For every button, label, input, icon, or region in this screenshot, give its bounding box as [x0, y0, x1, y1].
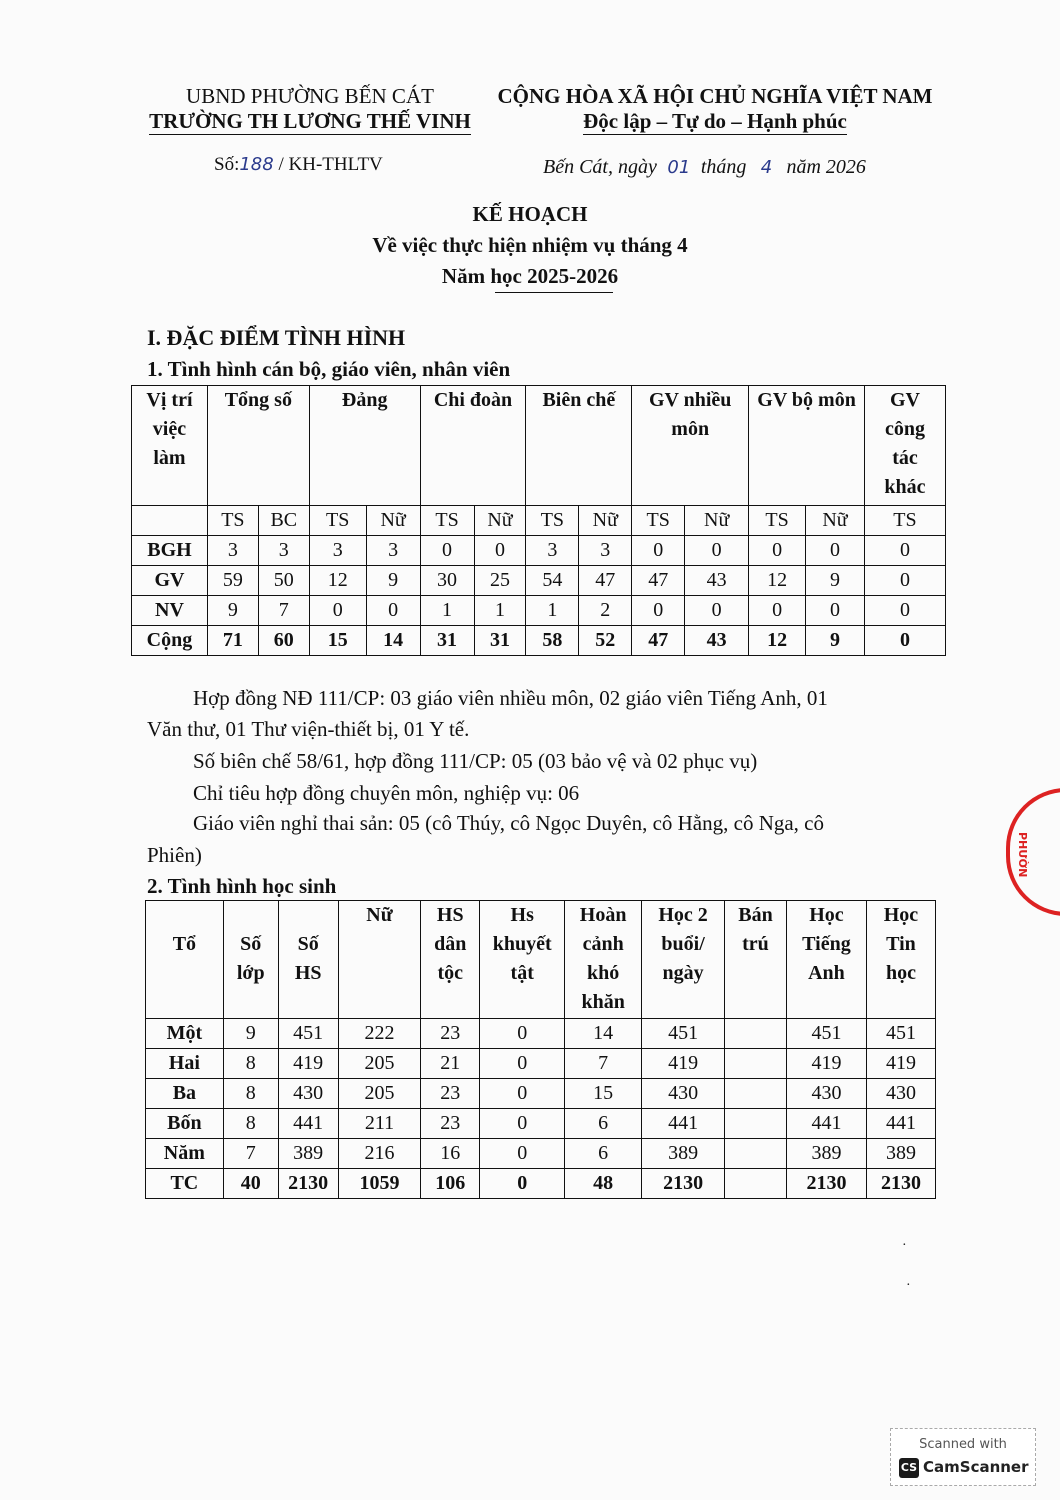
- table-cell: 1: [526, 596, 579, 626]
- subheader-cell: Nữ: [685, 506, 749, 536]
- table-cell: 59: [207, 566, 258, 596]
- note-contract-quota: Chỉ tiêu hợp đồng chuyên môn, nghiệp vụ: 06: [193, 781, 580, 805]
- table-cell: 430: [786, 1079, 866, 1109]
- col-english: Học Tiếng Anh: [786, 901, 866, 1019]
- table-cell: 2130: [786, 1169, 866, 1199]
- table-cell: 15: [309, 626, 366, 656]
- table-cell: 31: [420, 626, 474, 656]
- col-party: Đảng: [309, 386, 420, 506]
- scan-mark: ·: [902, 1238, 907, 1253]
- col-boarding: Bán trú: [725, 901, 787, 1019]
- row-label: Bốn: [146, 1109, 224, 1139]
- subheader-cell: TS: [632, 506, 685, 536]
- table-cell: 0: [480, 1169, 565, 1199]
- table-cell: 0: [480, 1139, 565, 1169]
- table-cell: 0: [685, 596, 749, 626]
- row-label: TC: [146, 1169, 224, 1199]
- table-cell: 419: [866, 1049, 935, 1079]
- table-cell: 0: [864, 596, 945, 626]
- table-cell: 48: [565, 1169, 642, 1199]
- table-cell: 451: [278, 1019, 338, 1049]
- table-cell: 12: [309, 566, 366, 596]
- watermark-brand: CamScanner: [923, 1458, 1029, 1476]
- row-label: BGH: [132, 536, 208, 566]
- national-motto-block: [480, 84, 950, 134]
- student-subheading: 2. Tình hình học sinh: [147, 874, 337, 898]
- section-heading: I. ĐẶC ĐIỂM TÌNH HÌNH: [147, 325, 406, 350]
- table-cell: [725, 1049, 787, 1079]
- table-cell: 3: [366, 536, 420, 566]
- table-cell: 12: [749, 626, 806, 656]
- table-cell: 0: [749, 596, 806, 626]
- table-cell: 419: [278, 1049, 338, 1079]
- col-youth-union: Chi đoàn: [420, 386, 526, 506]
- table-cell: [725, 1109, 787, 1139]
- table-cell: 441: [278, 1109, 338, 1139]
- note-contract-nd111-cont: Văn thư, 01 Thư viện-thiết bị, 01 Y tế.: [147, 717, 470, 741]
- table-cell: 441: [786, 1109, 866, 1139]
- table-cell: 43: [685, 626, 749, 656]
- subheader-cell: Nữ: [474, 506, 526, 536]
- row-label: Cộng: [132, 626, 208, 656]
- table-cell: 8: [223, 1109, 278, 1139]
- table-cell: [725, 1079, 787, 1109]
- document-number: Số:188 / KH-THLTV: [214, 154, 383, 175]
- table-cell: 47: [632, 566, 685, 596]
- table-cell: 6: [565, 1139, 642, 1169]
- national-title: CỘNG HÒA XÃ HỘI CHỦ NGHĨA VIỆT NAM: [497, 84, 933, 108]
- table-cell: 0: [864, 536, 945, 566]
- table-cell: 0: [685, 536, 749, 566]
- table-cell: 451: [642, 1019, 725, 1049]
- table-cell: 9: [806, 566, 865, 596]
- col-permanent: Biên chế: [526, 386, 632, 506]
- col-informatics: Học Tin học: [866, 901, 935, 1019]
- table-cell: 419: [786, 1049, 866, 1079]
- camscanner-watermark: [890, 1428, 1036, 1486]
- table-cell: 30: [420, 566, 474, 596]
- subheader-cell: TS: [207, 506, 258, 536]
- table-cell: 430: [278, 1079, 338, 1109]
- table-cell: 0: [309, 596, 366, 626]
- table-cell: [725, 1169, 787, 1199]
- table-cell: 58: [526, 626, 579, 656]
- note-permanent-count: Số biên chế 58/61, hợp đồng 111/CP: 05 (03 bảo vệ và 02 phục vụ): [193, 749, 758, 773]
- table-cell: 54: [526, 566, 579, 596]
- table-cell: 419: [642, 1049, 725, 1079]
- row-label: Năm: [146, 1139, 224, 1169]
- table-cell: 14: [366, 626, 420, 656]
- table-cell: 31: [474, 626, 526, 656]
- table-cell: 0: [480, 1049, 565, 1079]
- table-cell: 1: [474, 596, 526, 626]
- table-cell: 1: [420, 596, 474, 626]
- staff-subheading: 1. Tình hình cán bộ, giáo viên, nhân viên: [147, 357, 511, 381]
- student-row: [146, 1109, 936, 1139]
- table-cell: 9: [207, 596, 258, 626]
- student-table: [145, 900, 936, 1199]
- table-cell: 0: [749, 536, 806, 566]
- table-cell: 389: [642, 1139, 725, 1169]
- staff-row: [132, 566, 946, 596]
- day-handwritten: 01: [667, 157, 691, 178]
- table-cell: 441: [642, 1109, 725, 1139]
- table-cell: 7: [565, 1049, 642, 1079]
- table-cell: 0: [480, 1109, 565, 1139]
- col-ethnic-minority: HS dân tộc: [421, 901, 480, 1019]
- table-cell: 47: [579, 566, 632, 596]
- staff-table: [131, 385, 946, 656]
- table-cell: 389: [278, 1139, 338, 1169]
- table-cell: 0: [864, 566, 945, 596]
- table-cell: 0: [366, 596, 420, 626]
- row-label: Ba: [146, 1079, 224, 1109]
- table-cell: [725, 1139, 787, 1169]
- document-subtitle: Về việc thực hiện nhiệm vụ tháng 4: [372, 233, 688, 257]
- table-cell: 71: [207, 626, 258, 656]
- subheader-cell: Nữ: [366, 506, 420, 536]
- staff-row: [132, 626, 946, 656]
- table-cell: 3: [207, 536, 258, 566]
- table-cell: 15: [565, 1079, 642, 1109]
- school-year: Năm học 2025-2026: [441, 264, 619, 288]
- table-cell: 430: [866, 1079, 935, 1109]
- table-cell: 40: [223, 1169, 278, 1199]
- table-cell: 3: [526, 536, 579, 566]
- table-cell: 0: [806, 536, 865, 566]
- col-grade: Tổ: [146, 901, 224, 1019]
- table-cell: 3: [579, 536, 632, 566]
- subheader-cell: TS: [749, 506, 806, 536]
- staff-row: [132, 536, 946, 566]
- student-row: [146, 1019, 936, 1049]
- national-motto: Độc lập – Tự do – Hạnh phúc: [583, 109, 847, 133]
- title-underline: [495, 292, 613, 293]
- table-cell: 0: [864, 626, 945, 656]
- table-cell: 106: [421, 1169, 480, 1199]
- table-cell: 389: [786, 1139, 866, 1169]
- row-label: Hai: [146, 1049, 224, 1079]
- table-cell: 60: [258, 626, 309, 656]
- student-row: [146, 1169, 936, 1199]
- table-cell: 2130: [866, 1169, 935, 1199]
- document-title: KẾ HOẠCH: [472, 202, 588, 226]
- subheader-cell: TS: [864, 506, 945, 536]
- col-gv-multi-subject: GV nhiều môn: [632, 386, 749, 506]
- subheader-cell: BC: [258, 506, 309, 536]
- table-cell: 0: [632, 536, 685, 566]
- table-cell: 430: [642, 1079, 725, 1109]
- table-cell: 23: [421, 1079, 480, 1109]
- row-label: GV: [132, 566, 208, 596]
- row-label: NV: [132, 596, 208, 626]
- student-row: [146, 1079, 936, 1109]
- staff-header-row: [132, 386, 946, 506]
- table-cell: 3: [258, 536, 309, 566]
- scan-mark: ·: [906, 1278, 911, 1293]
- note-contract-nd111: Hợp đồng NĐ 111/CP: 03 giáo viên nhiều môn, 02 giáo viên Tiếng Anh, 01: [193, 686, 828, 710]
- table-cell: 21: [421, 1049, 480, 1079]
- student-table-body: [146, 1019, 936, 1199]
- table-cell: 2: [579, 596, 632, 626]
- note-maternity-leave-cont: Phiên): [147, 843, 202, 867]
- table-cell: 9: [806, 626, 865, 656]
- month-handwritten: 4: [760, 157, 773, 178]
- table-cell: 12: [749, 566, 806, 596]
- table-cell: 1059: [338, 1169, 421, 1199]
- table-cell: 451: [866, 1019, 935, 1049]
- table-cell: 2130: [642, 1169, 725, 1199]
- table-cell: 9: [366, 566, 420, 596]
- table-cell: 7: [223, 1139, 278, 1169]
- table-cell: 16: [421, 1139, 480, 1169]
- table-cell: 6: [565, 1109, 642, 1139]
- table-cell: 205: [338, 1049, 421, 1079]
- table-cell: 389: [866, 1139, 935, 1169]
- table-cell: 0: [420, 536, 474, 566]
- col-two-sessions: Học 2 buổi/ ngày: [642, 901, 725, 1019]
- table-cell: 9: [223, 1019, 278, 1049]
- issuer-school: TRƯỜNG TH LƯƠNG THẾ VINH: [149, 109, 471, 133]
- row-label: Một: [146, 1019, 224, 1049]
- table-cell: 43: [685, 566, 749, 596]
- col-position: Vị trí việc làm: [132, 386, 208, 506]
- subheader-cell: Nữ: [579, 506, 632, 536]
- subheader-cell: TS: [526, 506, 579, 536]
- col-gv-other: GV công tác khác: [864, 386, 945, 506]
- table-cell: 0: [480, 1019, 565, 1049]
- subheader-cell: TS: [420, 506, 474, 536]
- col-total: Tổng số: [207, 386, 309, 506]
- official-stamp-fragment: PHƯỜN: [1006, 788, 1060, 916]
- subheader-cell: Nữ: [806, 506, 865, 536]
- table-cell: 451: [786, 1019, 866, 1049]
- table-cell: 50: [258, 566, 309, 596]
- col-disadvantaged: Hoàn cảnh khó khăn: [565, 901, 642, 1019]
- table-cell: 441: [866, 1109, 935, 1139]
- issuer-block: [140, 84, 480, 134]
- staff-table-body: [132, 536, 946, 656]
- subheader-blank: [132, 506, 208, 536]
- table-cell: 222: [338, 1019, 421, 1049]
- col-class-count: Số lớp: [223, 901, 278, 1019]
- table-cell: 0: [632, 596, 685, 626]
- student-header-row: [146, 901, 936, 1019]
- staff-row: [132, 596, 946, 626]
- camscanner-logo-icon: CS: [899, 1458, 919, 1478]
- table-cell: 205: [338, 1079, 421, 1109]
- note-maternity-leave: Giáo viên nghỉ thai sản: 05 (cô Thúy, cô Ngọc Duyên, cô Hằng, cô Nga, cô: [193, 811, 825, 835]
- table-cell: 14: [565, 1019, 642, 1049]
- table-cell: 211: [338, 1109, 421, 1139]
- subheader-cell: TS: [309, 506, 366, 536]
- col-disabled: Hs khuyết tật: [480, 901, 565, 1019]
- table-cell: [725, 1019, 787, 1049]
- col-student-count: Số HS: [278, 901, 338, 1019]
- table-cell: 0: [806, 596, 865, 626]
- table-cell: 8: [223, 1049, 278, 1079]
- table-cell: 8: [223, 1079, 278, 1109]
- table-cell: 25: [474, 566, 526, 596]
- table-cell: 47: [632, 626, 685, 656]
- table-cell: 23: [421, 1019, 480, 1049]
- table-cell: 52: [579, 626, 632, 656]
- issuer-authority: UBND PHƯỜNG BẾN CÁT: [186, 84, 434, 108]
- table-cell: 216: [338, 1139, 421, 1169]
- staff-subheader-row: [132, 506, 946, 536]
- student-row: [146, 1049, 936, 1079]
- table-cell: 7: [258, 596, 309, 626]
- table-cell: 3: [309, 536, 366, 566]
- table-cell: 2130: [278, 1169, 338, 1199]
- table-cell: 0: [474, 536, 526, 566]
- watermark-caption: Scanned with: [919, 1437, 1007, 1452]
- student-row: [146, 1139, 936, 1169]
- col-gv-subject: GV bộ môn: [749, 386, 865, 506]
- table-cell: 0: [480, 1079, 565, 1109]
- table-cell: 23: [421, 1109, 480, 1139]
- document-number-handwritten: 188: [239, 154, 274, 175]
- place-date: Bến Cát, ngày 01 tháng 4 năm 2026: [543, 156, 866, 178]
- col-female: Nữ: [338, 901, 421, 1019]
